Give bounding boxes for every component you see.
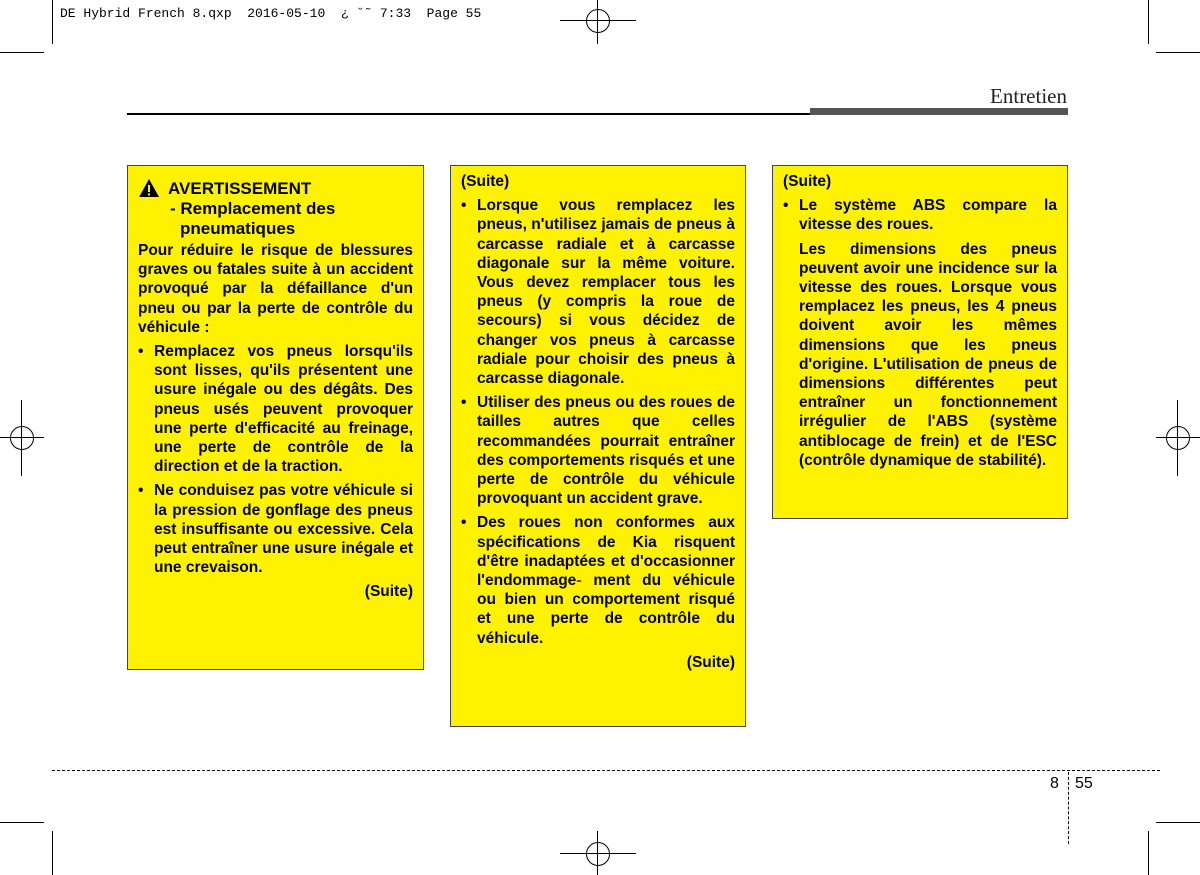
- hyphen-mark: -: [576, 572, 582, 590]
- bullet-item: • Lorsque vous remplacez les pneus, n'utilisez jamais de pneus à carcasse radiale et à carcasse diagonale sur la même voiture. Vous devez remplacer tous les pneus (y compris la roue de secours) si vous décidez de changer vos pneus à carcasse radiale pour choisir des pneus à carcasse diagonale.: [461, 196, 735, 388]
- bullet-text-part2: ment du véhicule ou bien un comportement risqué et une perte de contrôle du véhicule.: [477, 572, 735, 647]
- warning-box-3: [772, 165, 1068, 519]
- crop-mark-top-left-h: [0, 52, 44, 53]
- crop-mark-bottom-right-v: [1148, 831, 1149, 875]
- registration-mark-icon: [560, 0, 636, 44]
- crop-mark-bottom-left-v: [52, 831, 53, 875]
- chapter-number: 8: [1050, 775, 1059, 792]
- continued-label: (Suite): [364, 583, 413, 601]
- warning-box-2: [450, 165, 746, 727]
- page-number: 55: [1075, 775, 1093, 792]
- header-rule-thick: [810, 108, 1068, 115]
- footer-rule: [52, 770, 1160, 771]
- bullet-item: • Ne conduisez pas votre véhicule si la pression de gonflage des pneus est insuffisante ou excessive. Cela peut entraîner une usure inégale et une crevaison.: [138, 481, 413, 577]
- warning-subtitle-line1: - Remplacement des: [170, 199, 336, 218]
- warning-title: AVERTISSEMENT: [168, 179, 312, 198]
- registration-mark-icon: [0, 400, 44, 476]
- crop-mark-bottom-left-h: [0, 822, 44, 823]
- warning-triangle-icon: [138, 178, 160, 198]
- continued-label: (Suite): [686, 653, 735, 671]
- continued-heading: (Suite): [461, 173, 510, 190]
- bullet-item: • Utiliser des pneus ou des roues de tailles autres que celles recommandées pourrait entraîner des comportements risqués et une perte de contrôle du véhicule provoquant un accident grave.: [461, 393, 735, 508]
- warning-subtitle-line2: pneumatiques: [180, 219, 296, 238]
- warning-heading: [138, 179, 413, 239]
- crop-mark-top-right-h: [1156, 52, 1200, 53]
- warning-intro: Pour réduire le risque de blessures graves ou fatales suite à un accident provoqué par la défaillance d'un pneu ou par la perte de contrôle du véhicule :: [138, 242, 413, 336]
- bullet-text-part1: Des roues non conformes aux spécifications de Kia risquent d'être inadaptées et d'occasionner l'endommage: [477, 514, 735, 590]
- registration-mark-icon: [560, 831, 636, 875]
- continued-heading: (Suite): [783, 173, 832, 190]
- header-rule: [127, 113, 810, 115]
- registration-mark-icon: [1156, 400, 1200, 476]
- bullet-item: • Le système ABS compare la vitesse des roues.: [783, 196, 1057, 234]
- warning-box-1: [127, 165, 424, 670]
- page-divider: [1068, 772, 1069, 844]
- bullet-item: [461, 513, 735, 647]
- crop-mark-top-right-v: [1148, 0, 1149, 44]
- crop-mark-bottom-right-h: [1156, 822, 1200, 823]
- section-title: Entretien: [990, 84, 1067, 108]
- print-header: DE Hybrid French 8.qxp 2016-05-10 ¿ ˘˜ 7:33 Page 55: [60, 6, 482, 21]
- abs-paragraph: Les dimensions des pneus peuvent avoir une incidence sur la vitesse des roues. Lorsque vous remplacez les pneus, les 4 pneus doivent avoir les mêmes dimensions que les pneus d'origine. L'utilisation de pneus de dimensions différentes peut entraîner un fonctionnement irrégulier de l'ABS (système antiblocage de frein) et de l'ESC (contrôle dynamique de stabilité).: [799, 240, 1057, 469]
- crop-mark-top-left-v: [52, 0, 53, 44]
- bullet-item: • Remplacez vos pneus lorsqu'ils sont lisses, qu'ils présentent une usure inégale ou des dégâts. Des pneus usés peuvent provoquer une perte d'efficacité au freinage, une perte de contrôle de la direction et de la traction.: [138, 342, 413, 476]
